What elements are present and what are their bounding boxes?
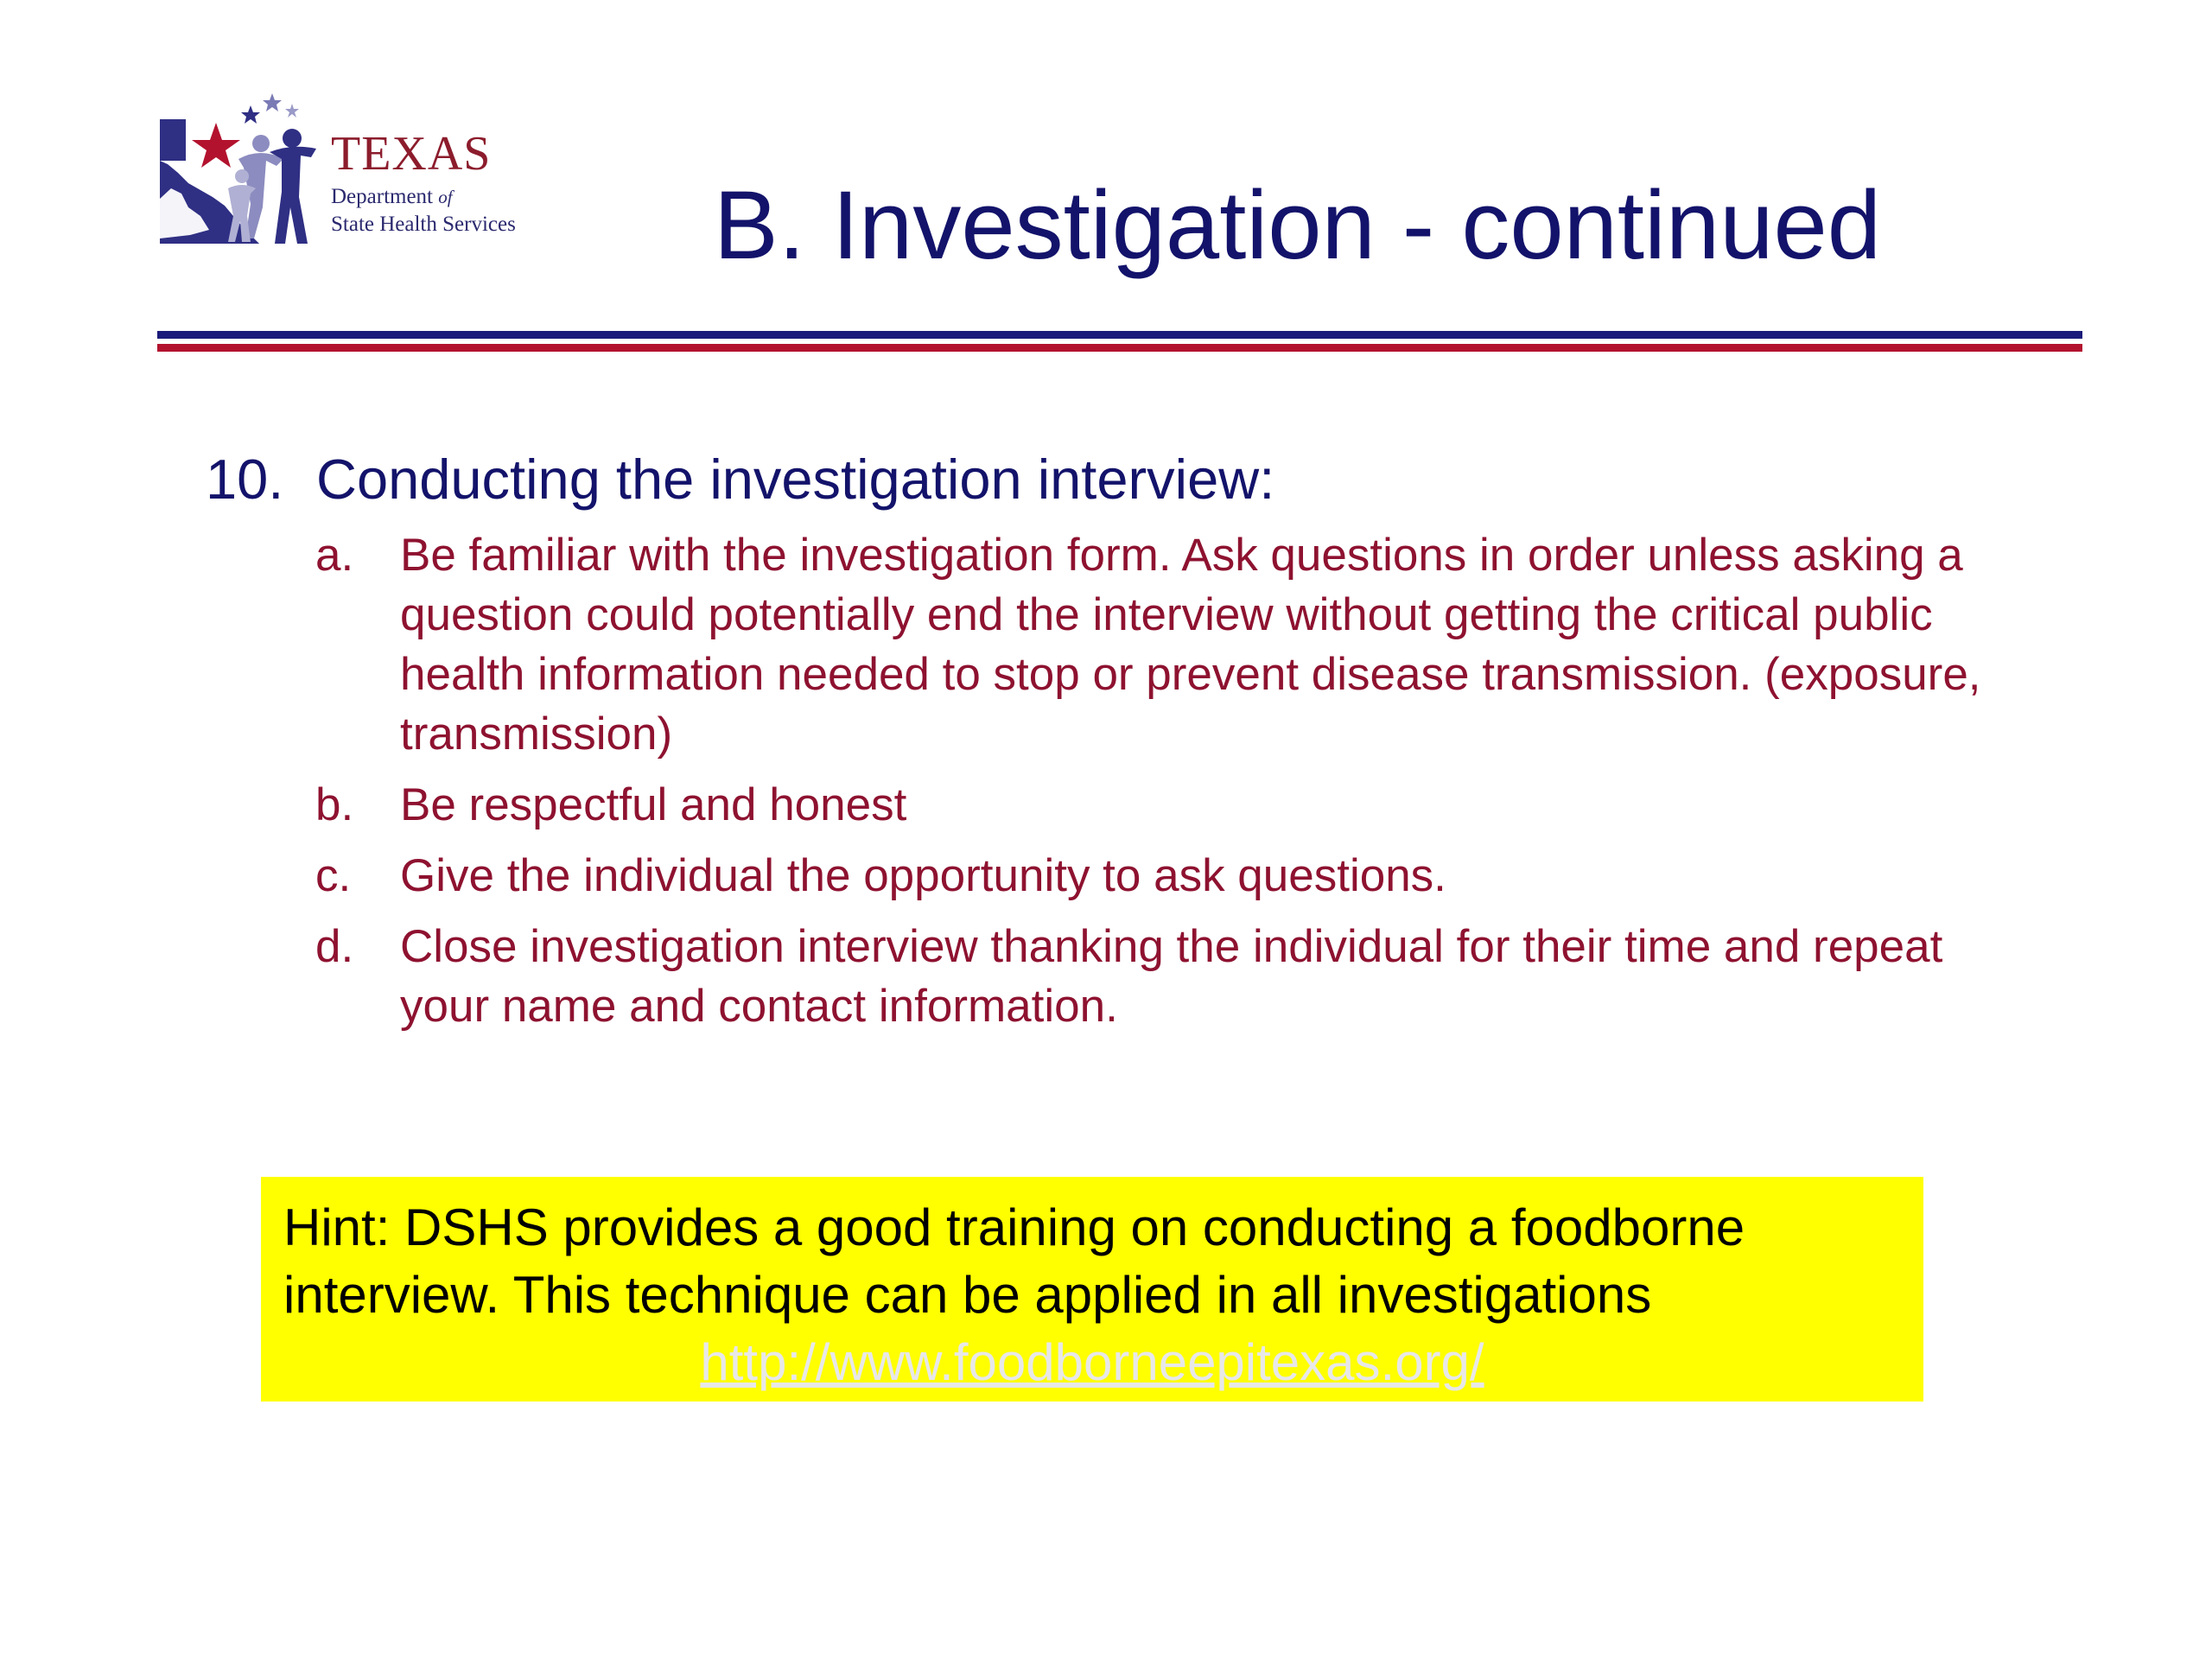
dshs-logo <box>156 86 588 259</box>
slide-title: B. Investigation - continued <box>714 171 1882 279</box>
foodborne-training-link[interactable]: http://www.foodborneepitexas.org/ <box>700 1333 1484 1391</box>
hint-text: Hint: DSHS provides a good training on conducting a foodborne interview. This technique can be applied in all investigations <box>283 1198 1745 1324</box>
sub-list-letter: b. <box>315 779 354 830</box>
logo-department <box>331 183 590 211</box>
texas-people-logo-icon <box>156 86 328 259</box>
logo-texas: TEXAS <box>331 127 492 181</box>
sub-list-item-c <box>315 846 2035 906</box>
sub-list <box>315 525 2035 1047</box>
main-list-line <box>206 445 2063 514</box>
hint-box <box>261 1177 1923 1402</box>
sub-list-letter: c. <box>315 850 352 901</box>
sub-list-letter: d. <box>315 921 354 972</box>
sub-list-letter: a. <box>315 530 354 581</box>
sub-list-item-a <box>315 525 2035 764</box>
sub-list-text: Close investigation interview thanking the individual for their time and repeat your name and contact information. <box>400 921 1943 1032</box>
main-list-number: 10. <box>206 448 284 511</box>
main-list-text: Conducting the investigation interview: <box>316 448 1275 511</box>
logo-state-health-services: State Health Services <box>331 213 516 236</box>
main-list-item <box>206 445 2063 514</box>
sub-list-item-d <box>315 917 2035 1036</box>
logo-department-word: Department <box>331 185 434 208</box>
sub-list-text: Be familiar with the investigation form. Ask questions in order unless asking a question could potentially end the interview without getting the critical public health information needed to stop or prevent disease transmission. (exposure, transmission) <box>400 530 1981 760</box>
sub-list-text: Be respectful and honest <box>400 779 907 830</box>
blue-divider <box>157 331 2082 339</box>
sub-list-item-b <box>315 775 2035 835</box>
logo-of: of <box>438 187 453 207</box>
red-divider <box>157 344 2082 352</box>
logo-text-group <box>331 127 590 238</box>
sub-list-text: Give the individual the opportunity to ask questions. <box>400 850 1446 901</box>
